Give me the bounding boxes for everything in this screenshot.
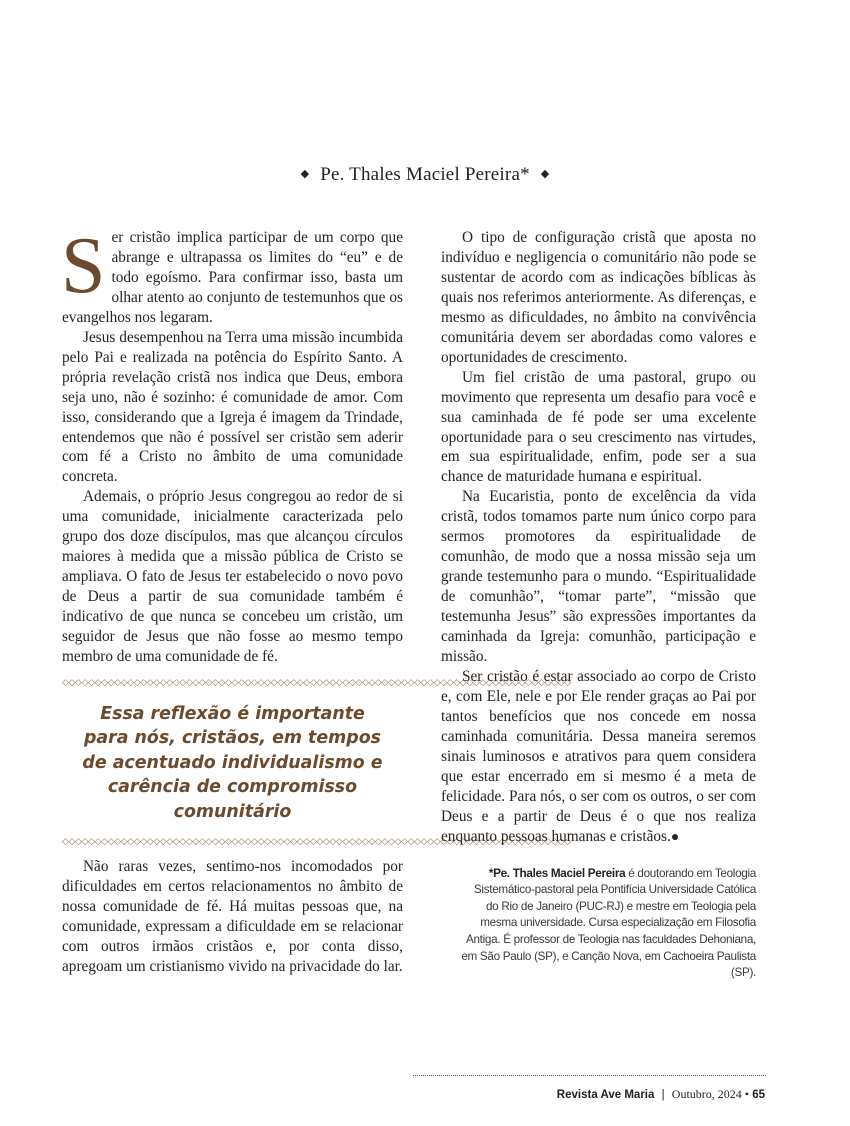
bio-text: é doutorando em Teologia Sistemático-pastoral pela Pontifícia Universidade Católica do Rio de Janeiro (PUC-RJ) e mestre em Teologia pela mesma universidade. Cursa especialização em Filosofia Antiga. É professor de Teologia nas faculdades Dehoniana, em São Paulo (SP), e Canção Nova, em Cachoeira Paulista (SP). <box>461 866 756 980</box>
magazine-name: Revista Ave Maria <box>556 1089 655 1101</box>
footer-divider <box>413 1075 766 1076</box>
right-column <box>441 228 756 982</box>
issue-date: Outubro, 2024 • <box>671 1087 749 1101</box>
paragraph-6: Um fiel cristão de uma pastoral, grupo ou movimento que representa um desafio para você e sua caminhada de fé pode ser uma excelente oportunidade para o seu crescimento nas virtudes, em sua espiritualidade, enfim, pode ser a sua chance de maturidade humana e espiritual. <box>441 368 756 486</box>
paragraph-8-text: Ser cristão é estar associado ao corpo de Cristo e, com Ele, nele e por Ele render graças ao Pai por tantos benefícios que nos concede em nossa caminhada comunitária. Dessa maneira seremos sinais luminosos e atrativos para quem considera que estar encerrado em si mesmo é a meta de felicidade. Para nós, o ser com os outros, o ser com Deus e a partir de Deus é o que nos realiza enquanto pessoas humanas e cristãos. <box>441 667 756 845</box>
ornament-divider-bottom: ◇◇◇◇◇◇◇◇◇◇◇◇◇◇◇◇◇◇◇◇◇◇◇◇◇◇◇◇◇◇◇◇◇◇◇◇◇◇◇◇◇◇◇◇◇◇◇◇◇◇◇◇◇◇◇◇◇◇◇◇◇◇◇◇◇◇◇◇◇◇◇◇◇◇◇◇◇◇ <box>62 837 571 848</box>
paragraph-2: Jesus desempenhou na Terra uma missão incumbida pelo Pai e realizada na potência do Espírito Santo. A própria revelação cristã nos indica que Deus, embora seja uno, não é sozinho: é comunidade de amor. Com isso, considerando que a Igreja é imagem da Trindade, entendemos que não é possível ser cristão sem aderir com fé a Cristo no âmbito de uma comunidade concreta. <box>62 328 403 486</box>
bio-author-name: *Pe. Thales Maciel Pereira <box>488 866 626 880</box>
pullquote-block <box>62 677 571 849</box>
author-bio <box>441 866 756 982</box>
paragraph-3: Ademais, o próprio Jesus congregou ao redor de si uma comunidade, inicialmente caracterizada pelo grupo dos doze discípulos, mas que alcançou círculos maiores à medida que a missão pública de Cristo se ampliava. O fato de Jesus ter estabelecido o novo povo de Deus a partir de sua comunidade também é indicativo de que nunca se concebeu um cristão, um seguidor de Jesus que não fosse ao mesmo tempo membro de uma comunidade de fé. <box>62 488 403 666</box>
page-footer <box>557 1087 765 1102</box>
author-byline: Pe. Thales Maciel Pereira* <box>320 164 530 185</box>
ornament-divider-top: ◇◇◇◇◇◇◇◇◇◇◇◇◇◇◇◇◇◇◇◇◇◇◇◇◇◇◇◇◇◇◇◇◇◇◇◇◇◇◇◇◇◇◇◇◇◇◇◇◇◇◇◇◇◇◇◇◇◇◇◇◇◇◇◇◇◇◇◇◇◇◇◇◇◇◇◇◇◇ <box>62 677 571 688</box>
paragraph-5: O tipo de configuração cristã que aposta no indivíduo e negligencia o comunitário não pode se sustentar de acordo com as indicações bíblicas às quais nos referimos anteriormente. As diferenças, e mesmo as dificuldades, no âmbito na convivência comunitária devem ser abordadas como valores e oportunidades de crescimento. <box>441 229 756 366</box>
diamond-ornament-left: ◆ <box>300 168 310 180</box>
byline <box>0 164 850 186</box>
paragraph-4: Não raras vezes, sentimo-nos incomodados por dificuldades em certos relacionamentos no âmbito de nossa comunidade de fé. Há muitas pessoas que, na comunidade, expressam a dificuldade em se relacionar com outros irmãos cristãos e, por conta disso, apregoam um cristianismo vivido na privacidade do lar. <box>62 858 403 976</box>
paragraph-7: Na Eucaristia, ponto de excelência da vida cristã, todos tomamos parte num único corpo para sermos promotores da espiritualidade de comunhão, de modo que a nossa missão seja um grande testemunho para o mundo. “Espiritualidade de comunhão”, “tomar parte”, “missão que testemunha Jesus” são expressões importantes da caminhada da Igreja: comunhão, participação e missão. <box>441 488 756 666</box>
pullquote: Essa reflexão é importante para nós, cristãos, em tempos de acentuado individualismo e carência de compromisso comunitário <box>82 703 383 822</box>
footer-separator: | <box>661 1089 665 1101</box>
page-number: 65 <box>752 1089 765 1101</box>
paragraph-1-text: er cristão implica participar de um corpo que abrange e ultrapassa os limites do “eu” e de todo egoísmo. Para confirmar isso, basta um olhar atento ao conjunto de testemunhos que os evangelhos nos legaram. <box>62 229 403 326</box>
drop-cap: S <box>61 222 106 310</box>
paragraph-8 <box>441 667 756 848</box>
diamond-ornament-right: ◆ <box>540 168 550 180</box>
end-mark-icon: ● <box>670 829 680 845</box>
paragraph-1 <box>61 222 403 328</box>
